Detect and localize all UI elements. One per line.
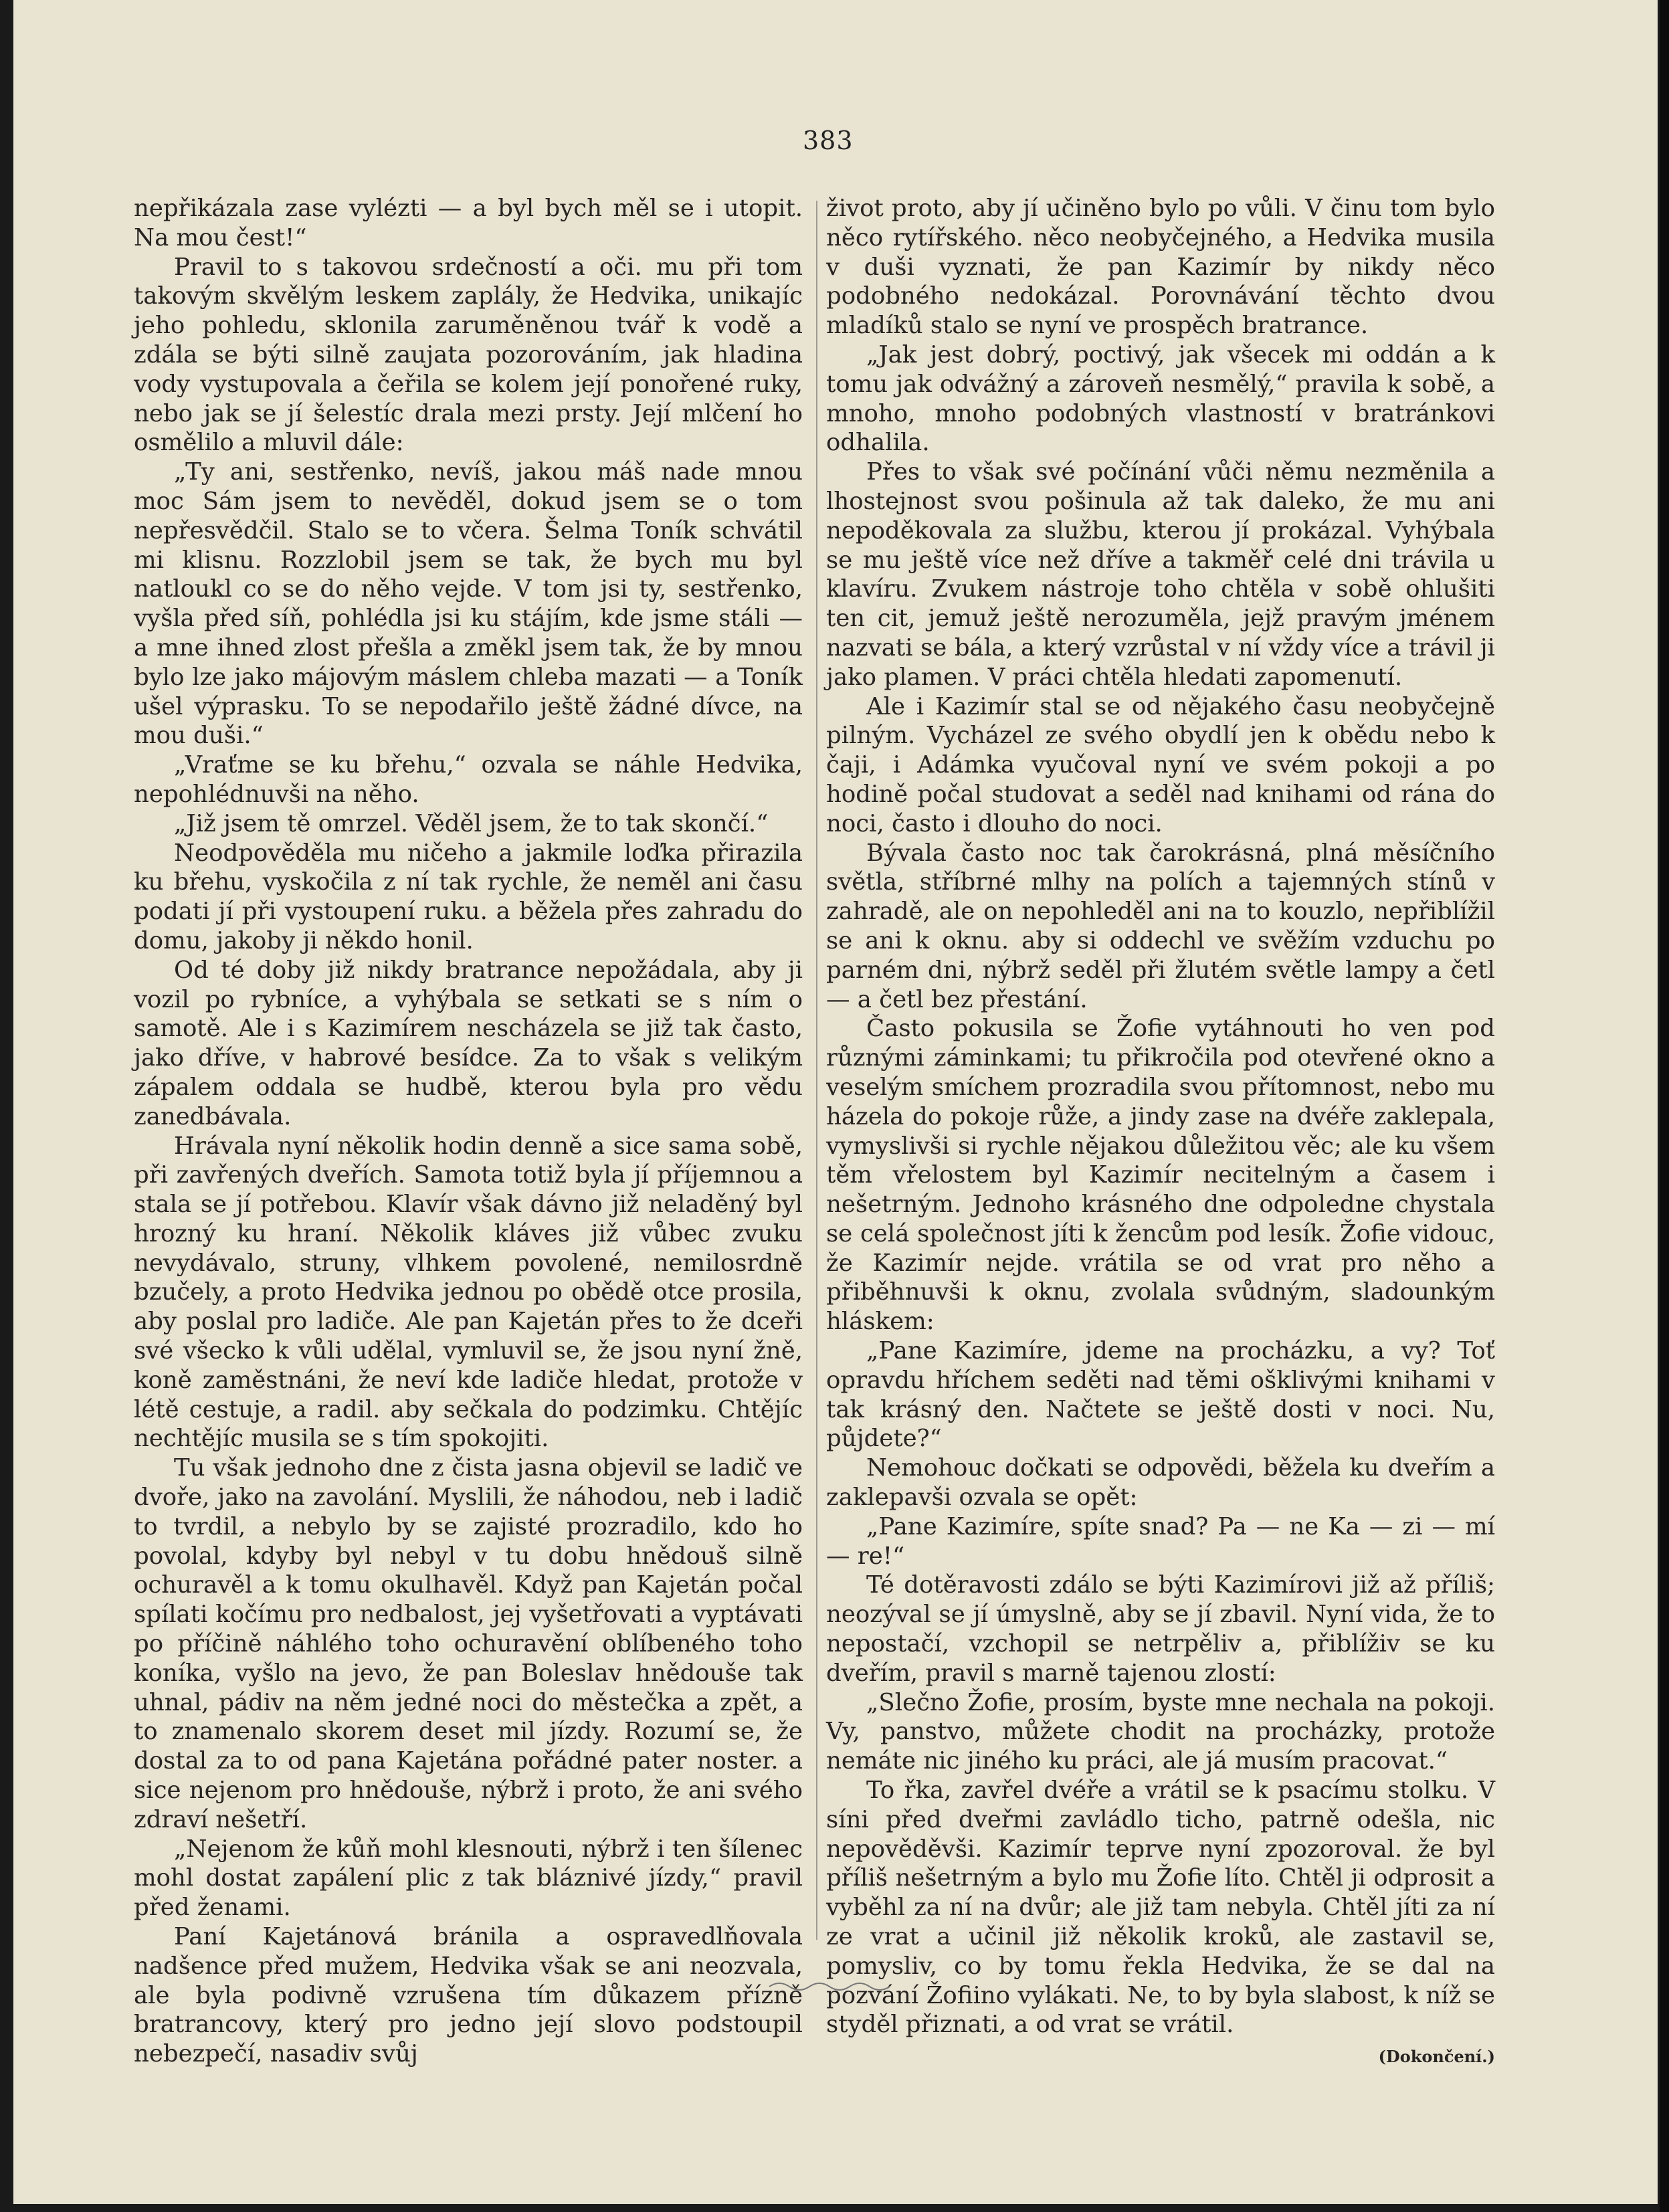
paragraph: „Ty ani, sestřenko, nevíš, jakou máš nade mnou moc Sám jsem to nevěděl, dokud jsem se o tom nepřesvědčil. Stalo se to včera. Šelma Toník schvátil mi klisnu. Rozzlobil jsem se tak, že bych mu byl natloukl co se do něho vejde. V tom jsi ty, sestřenko, vyšla před síň, pohlédla jsi ku stájím, kde jsme stáli — a mne ihned zlost přešla a změkl jsem tak, že by mnou bylo lze jako májovým máslem chleba mazati — a Toník ušel výprasku. To se nepodařilo ještě žádné dívce, na mou duši.“ (134, 458, 803, 750)
page-number: 383 (803, 126, 854, 155)
paragraph: Tu však jednoho dne z čista jasna objevil se ladič ve dvoře, jako na zavolání. Myslili, že náhodou, neb i ladič to tvrdil, a nebylo by se zajisté prozradilo, kdo ho povolal, kdyby byl nebyl v tu dobu hnědouš silně ochuravěl a k tomu okulhavěl. Když pan Kajetán počal spílati kočímu pro nedbalost, jej vyšetřovati a vyptávati po příčině náhlého toho ochuravění oblíbeného toho koníka, vyšlo na jevo, že pan Boleslav hnědouše tak uhnal, pádiv na něm jedné noci do městečka a zpět, a to znamenalo skorem deset mil jízdy. Rozumí se, že dostal za to od pana Kajetána pořádné pater noster. a sice nejenom pro hnědouše, nýbrž i proto, že ani svého zdraví nešetří. (134, 1454, 803, 1833)
scan-edge (1660, 0, 1669, 2212)
paragraph: „Již jsem tě omrzel. Věděl jsem, že to tak skončí.“ (174, 809, 769, 837)
continuation-note: (Dokončení.) (1378, 2047, 1495, 2067)
paragraph: Neodpověděla mu ničeho a jakmile loďka přirazila ku břehu, vyskočila z ní tak rychle, že neměl ani času podati jí při vystoupení ruku. a běžela přes zahradu do domu, jakoby ji někdo honil. (134, 839, 803, 954)
left-column (134, 194, 803, 2069)
paragraph: Nemohouc dočkati se odpovědi, běžela ku dveřím a zaklepavši ozvala se opět: (826, 1454, 1495, 1512)
closing-ornament (763, 1977, 896, 1997)
paragraph: „Nejenom že kůň mohl klesnouti, nýbrž i ten šílenec mohl dostat zapálení plic z tak bláznivé jízdy,“ pravil před ženami. (134, 1835, 803, 1922)
paragraph: nepřikázala zase vylézti — a byl bych měl se i utopit. Na mou čest!“ (134, 195, 803, 252)
paragraph: Často pokusila se Žofie vytáhnouti ho ven pod různými záminkami; tu přikročila pod otevřené okno a veselým smíchem prozradila svou přítomnost, nebo mu házela do pokoje růže, a jindy zase na dvéře zaklepala, vymyslivši si rychle nějakou důležitou věc; ale ku všem těm vřelostem byl Kazimír necitelným a časem i nešetrným. Jednoho krásného dne odpoledne chystala se celá společnost jíti k žencům pod lesík. Žofie vidouc, že Kazimír nejde. vrátila se od vrat pro něho a přiběhnuvši k oknu, zvolala svůdným, sladounkým hláskem: (826, 1015, 1495, 1336)
paragraph: „Jak jest dobrý, poctivý, jak všecek mi oddán a k tomu jak odvážný a zároveň nesmělý,“ pravila k sobě, a mnoho, mnoho podobných vlastností v bratránkovi odhalila. (826, 340, 1495, 457)
book-page (13, 0, 1658, 2204)
paragraph: Pravil to s takovou srdečností a oči. mu při tom takovým skvělým leskem zaplály, že Hedvika, unikajíc jeho pohledu, sklonila zaruměněnou tvář k vodě a zdála se býti silně zaujata pozorováním, jak hladina vody vystupovala a čeřila se kolem její ponořené ruky, nebo jak se jí šelestíc drala mezi prsty. Její mlčení ho osmělilo a mluvil dále: (134, 253, 803, 457)
paragraph: život proto, aby jí učiněno bylo po vůli. V činu tom bylo něco rytířského. něco neobyčejného, a Hedvika musila v duši vyznati, že pan Kazimír by nikdy něco podobného nedokázal. Porovnávání těchto dvou mladíků stalo se nyní ve prospěch bratrance. (826, 195, 1495, 340)
paragraph: „Vraťme se ku břehu,“ ozvala se náhle Hedvika, nepohlédnuvši na něho. (134, 751, 803, 808)
paragraph: „Slečno Žofie, prosím, byste mne nechala na pokoji. Vy, panstvo, můžete chodit na procházky, protože nemáte nic jiného ku práci, ale já musím pracovat.“ (826, 1688, 1495, 1775)
paragraph: „Pane Kazimíre, spíte snad? Pa — ne Ka — zi — mí — re!“ (826, 1512, 1495, 1570)
paragraph: To řka, zavřel dvéře a vrátil se k psacímu stolku. V síni před dveřmi zavládlo ticho, patrně odešla, nic nepověděvši. Kazimír teprve nyní zpozoroval. že byl příliš nešetrným a bylo mu Žofie líto. Chtěl ji odprosit a vyběhl za ní na dvůr; ale již tam nebyla. Chtěl jíti za ní ze vrat a učinil již několik kroků, ale zastavil se, pomysliv, co by tomu řekla Hedvika, že se dal na pozvání Žofiino vylákati. Ne, to by byla slabost, k níž se styděl přiznati, a od vrat se vrátil. (826, 1777, 1495, 2039)
paragraph: Ale i Kazimír stal se od nějakého času neobyčejně pilným. Vycházel ze svého obydlí jen k obědu nebo k čaji, i Adámka vyučoval nyní ve svém pokoji a po hodině počal studovat a seděl nad knihami od rána do noci, často i dlouho do noci. (826, 692, 1495, 837)
column-divider (816, 201, 817, 1940)
paragraph: Té dotěravosti zdálo se býti Kazimírovi již až příliš; neozýval se jí úmyslně, aby se jí zbavil. Nyní vida, že to nepostačí, vzchopil se netrpěliv a, přiblíživ se ku dveřím, pravil s marně tajenou zlostí: (826, 1571, 1495, 1687)
paragraph: Přes to však své počínání vůči němu nezměnila a lhostejnost svou pošinula až tak daleko, že mu ani nepoděkovala za službu, kterou jí prokázal. Vyhýbala se mu ještě více než dříve a takměř celé dni trávila u klavíru. Zvukem nástroje toho chtěla v sobě ohlušiti ten cit, jemuž ještě nerozuměla, jejž pravým jménem nazvati se bála, a který vzrůstal v ní vždy více a trávil ji jako plamen. V práci chtěla hledati zapomenutí. (826, 458, 1495, 691)
paragraph: „Pane Kazimíre, jdeme na procházku, a vy? Toť opravdu hříchem seděti nad těmi ošklivými knihami v tak krásný den. Načtete se ještě dosti v noci. Nu, půjdete?“ (826, 1337, 1495, 1453)
paragraph: Hrávala nyní několik hodin denně a sice sama sobě, při zavřených dveřích. Samota totiž byla jí příjemnou a stala se jí potřebou. Klavír však dávno již neladěný byl hrozný ku hraní. Několik kláves již vůbec zvuku nevydávalo, struny, vlhkem povolené, nemilosrdně bzučely, a proto Hedvika jednou po obědě otce prosila, aby poslal pro ladiče. Ale pan Kajetán přes to že dceři své všecko k vůli udělal, vymluvil se, že jsou nyní žně, koně zaměstnáni, že neví kde ladiče hledat, protože v létě cestuje, a radil. aby sečkala do podzimku. Chtějíc nechtějíc musila se s tím spokojiti. (134, 1132, 803, 1453)
paragraph: Od té doby již nikdy bratrance nepožádala, aby ji vozil po rybníce, a vyhýbala se setkati se s ním o samotě. Ale i s Kazimírem nescházela se již tak často, jako dříve, v habrové besídce. Za to však s velikým zápalem oddala se hudbě, kterou byla pro vědu zanedbávala. (134, 956, 803, 1130)
right-column (826, 194, 1495, 2072)
paragraph: Bývala často noc tak čarokrásná, plná měsíčního světla, stříbrné mlhy na polích a tajemných stínů v zahradě, ale on nepohleděl ani na to kouzlo, nepřiblížil se ani k oknu. aby si oddechl ve svěžím vzduchu po parném dni, nýbrž seděl při žlutém světle lampy a četl — a četl bez přestání. (826, 839, 1495, 1013)
paragraph: Paní Kajetánová bránila a ospravedlňovala nadšence před mužem, Hedvika však se ani neozvala, ale byla podivně vzrušena tím důkazem přízně bratrancovy, který pro jedno její slovo podstoupil nebezpečí, nasadiv svůj (134, 1923, 803, 2068)
